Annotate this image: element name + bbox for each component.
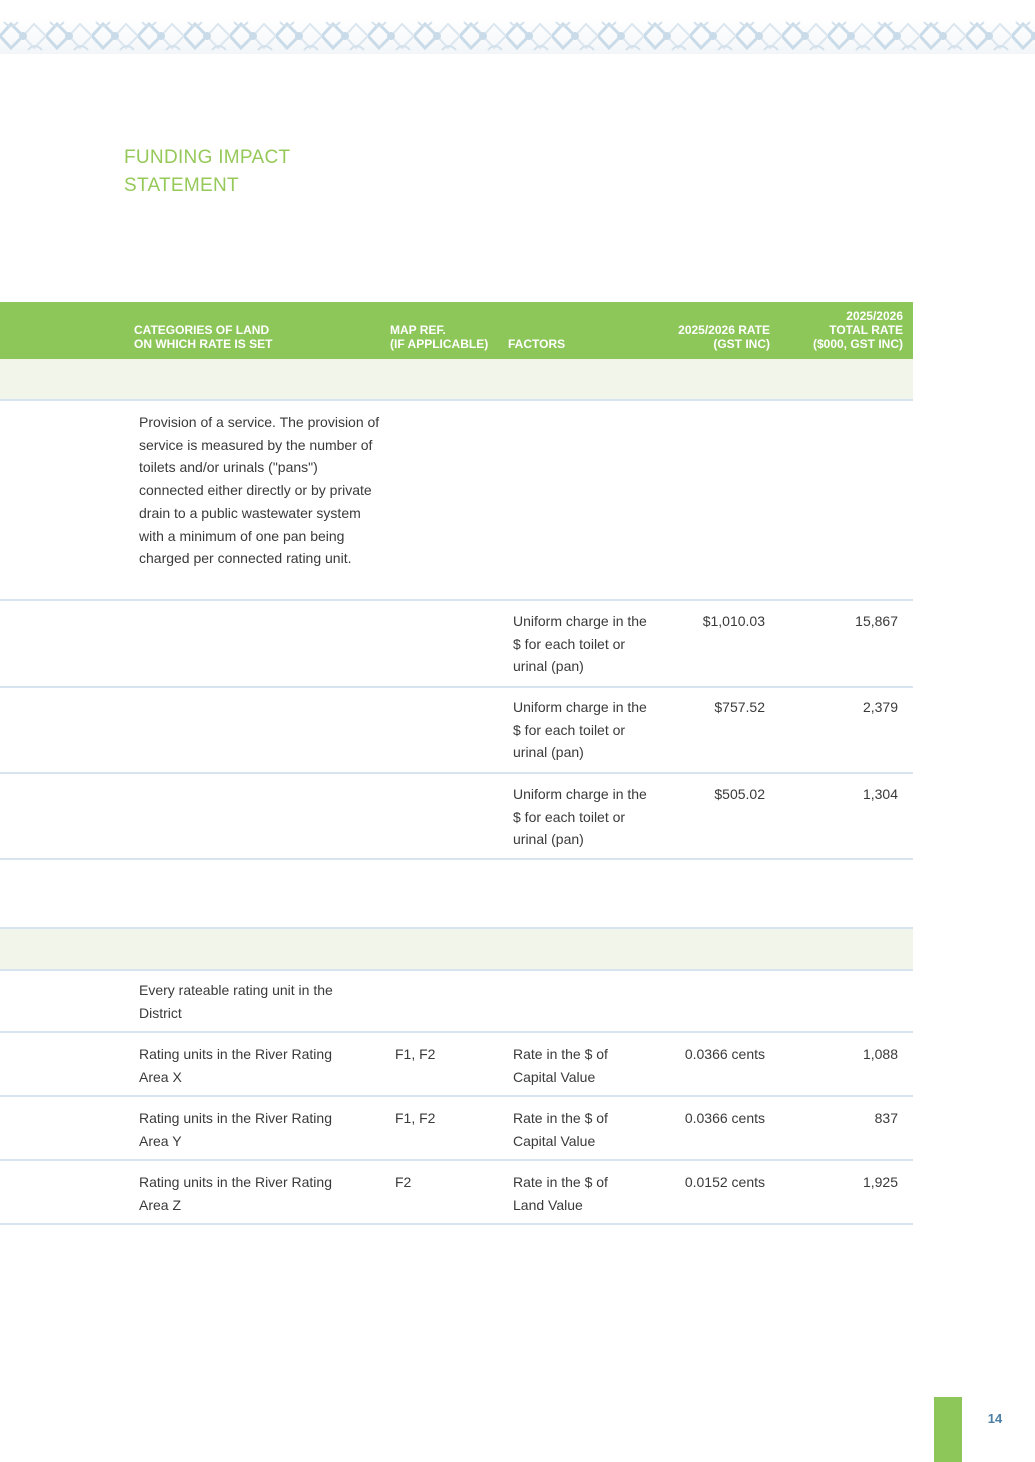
section-band-1 <box>0 359 913 401</box>
table-row <box>0 401 913 601</box>
total-cell: 1,304 <box>862 786 898 802</box>
header-rate <box>640 323 770 351</box>
page-number: 14 <box>987 1411 1003 1426</box>
page-title-line-2: STATEMENT <box>124 175 239 196</box>
table-row <box>0 1033 913 1097</box>
total-cell: 2,379 <box>862 699 898 715</box>
category-cell: Rating units in the River Rating Area Y <box>139 1110 332 1149</box>
header-factors: FACTORS <box>508 337 566 351</box>
table-row <box>0 969 913 1033</box>
map-ref-cell: F1, F2 <box>395 1046 436 1062</box>
page-title <box>124 144 290 200</box>
total-cell: 1,925 <box>862 1174 898 1190</box>
factors-cell: Rate in the $ of Land Value <box>513 1174 608 1213</box>
header-category-line-2: ON WHICH RATE IS SET <box>134 337 273 351</box>
factors-cell: Uniform charge in the $ for each toilet or urinal (pan) <box>513 786 647 848</box>
pattern-graphic <box>0 18 1035 54</box>
table-row <box>0 774 913 860</box>
rate-cell: $505.02 <box>714 786 765 802</box>
category-cell: Rating units in the River Rating Area Z <box>139 1174 332 1213</box>
table-row <box>0 1097 913 1161</box>
header-category-line-1: CATEGORIES OF LAND <box>134 323 270 337</box>
page-title-line-1: FUNDING IMPACT <box>124 147 291 168</box>
header-rate-line-1: 2025/2026 RATE <box>678 323 770 337</box>
table-row <box>0 601 913 688</box>
factors-cell: Rate in the $ of Capital Value <box>513 1110 608 1149</box>
header-total-line-1: 2025/2026 <box>846 309 903 323</box>
section-band-2 <box>0 927 913 971</box>
rate-cell: 0.0366 cents <box>684 1046 765 1062</box>
rate-cell: 0.0152 cents <box>684 1174 765 1190</box>
table-header <box>0 302 913 359</box>
header-total-line-2: TOTAL RATE <box>829 323 903 337</box>
rate-cell: $757.52 <box>714 699 765 715</box>
total-cell: 837 <box>874 1110 898 1126</box>
total-cell: 15,867 <box>855 613 898 629</box>
header-map-ref-line-2: (IF APPLICABLE) <box>390 337 489 351</box>
header-total-line-3: ($000, GST INC) <box>812 337 903 351</box>
category-cell: Rating units in the River Rating Area X <box>139 1046 332 1085</box>
map-ref-cell: F2 <box>395 1174 412 1190</box>
header-map-ref-line-1: MAP REF. <box>390 323 446 337</box>
table-row <box>0 688 913 774</box>
map-ref-cell: F1, F2 <box>395 1110 436 1126</box>
decorative-pattern-band <box>0 18 1035 54</box>
category-description: Every rateable rating unit in the District <box>139 982 333 1021</box>
header-total <box>790 309 903 351</box>
factors-cell: Uniform charge in the $ for each toilet or urinal (pan) <box>513 699 647 761</box>
category-description: Provision of a service. The provision of service is measured by the number of toilets and/or urinals ("pans") connected either directly or by private drain to a public wastewater system with a minimum of one pan being charged per connected rating unit. <box>139 414 380 567</box>
factors-cell: Rate in the $ of Capital Value <box>513 1046 608 1085</box>
header-category <box>134 323 374 351</box>
total-cell: 1,088 <box>862 1046 898 1062</box>
rate-cell: $1,010.03 <box>702 613 765 629</box>
factors-cell: Uniform charge in the $ for each toilet or urinal (pan) <box>513 613 647 675</box>
rate-cell: 0.0366 cents <box>684 1110 765 1126</box>
page-tab-marker <box>934 1397 962 1462</box>
header-map-ref <box>390 323 502 351</box>
header-rate-line-2: (GST INC) <box>713 337 770 351</box>
table-row <box>0 1161 913 1225</box>
